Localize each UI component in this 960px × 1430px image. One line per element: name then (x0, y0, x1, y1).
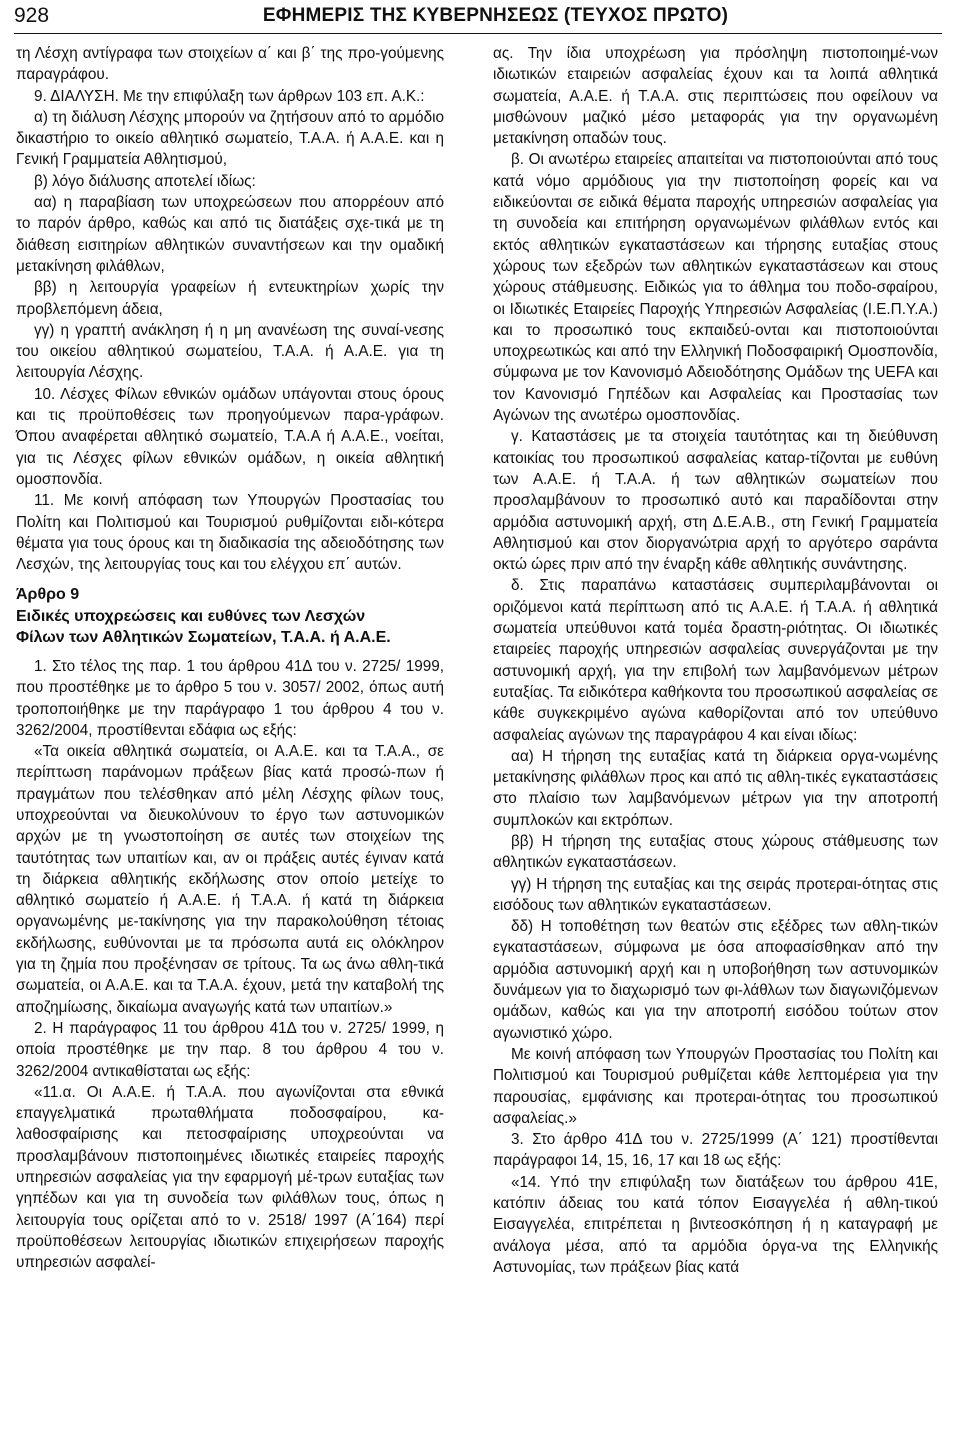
paragraph: 11. Με κοινή απόφαση των Υπουργών Προστασίας του Πολίτη και Πολιτισμού και Τουρισμού ρυθμίζονται ειδι-κότερα θέματα για τους όρους και τη διαδικασία της αδειοδότησης των Λεσχών, της λειτουργίας τους και του ελέγχου επ΄ αυτών. (16, 492, 444, 574)
paragraph: Με κοινή απόφαση των Υπουργών Προστασίας του Πολίτη και Πολιτισμού και Τουρισμού ρυθμίζεται κάθε λεπτομέρεια για την παρουσίας, εμφάνισης και προτεραι-ότητας του προσωπικού ασφαλείας.» (493, 1045, 938, 1127)
paragraph: δ. Στις παραπάνω καταστάσεις συμπεριλαμβάνονται οι οριζόμενοι κατά περίπτωση από τις Α.Α.Ε. ή Τ.Α.Α. ή αθλητικά σωματεία υπεύθυνοι κατά τομέα δραστη-ριότητας. Οι ιδιωτικές εταιρείες παροχής υπηρεσιών ασφαλείας συνεργάζονται με την αστυνομική αρχή, για την επιβολή των λαμβανόμενων μέτρων ευταξίας. Τα ειδικότερα καθήκοντα του προσωπικού ασφαλείας σε κάθε συγκεκριμένο αγώνα καθορίζονται από τον υπεύθυνο ασφαλείας αγώνων της παραγράφου 4 και είναι ιδίως: (493, 577, 938, 744)
page-number: 928 (14, 4, 50, 27)
journal-title: ΕΦΗΜΕΡΙΣ ΤΗΣ ΚΥΒΕΡΝΗΣΕΩΣ (ΤΕΥΧΟΣ ΠΡΩΤΟ) (262, 5, 729, 26)
paragraph: γγ) η γραπτή ανάκληση ή η μη ανανέωση της συναί-νεσης του οικείου αθλητικού σωματείου, Τ.Α.Α. ή Α.Α.Ε. για τη λειτουργία Λέσχης. (16, 321, 444, 382)
article-title-line-2: Φίλων των Αθλητικών Σωματείων, Τ.Α.Α. ή Α.Α.Ε. (16, 629, 391, 647)
paragraph: «11.α. Οι Α.Α.Ε. ή Τ.Α.Α. που αγωνίζονται στα εθνικά επαγγελματικά πρωταθλήματα ποδοσφαίρου, κα-λαθοσφαίρισης και πετοσφαίρισης υποχρεούνται να προσλαμβάνουν πιστοποιημένες ιδιωτικές εταιρείες παροχής υπηρεσιών ασφαλείας για την εφαρμογή μέ-τρων ευταξίας των γηπέδων και για τη συνοδεία των φιλάθλων τους, όπως η λειτουργία τους ορίζεται από το ν. 2518/ 1997 (Α΄164) περί προϋποθέσεων λειτουργίας ιδιωτικών επιχειρήσεων παροχής υπηρεσιών ασφαλεί- (16, 1083, 444, 1272)
paragraph: «14. Υπό την επιφύλαξη των διατάξεων του άρθρου 41Ε, κατόπιν άδειας του κατά τόπον Εισαγγελέα ή αθλη-τικού Εισαγγελέα, επιτρέπεται η βιντεοσκόπηση ή η καταγραφή με ανάλογα μέσα, από τα αρμόδια όργα-να της Ελληνικής Αστυνομίας, των πράξεων βίας κατά (493, 1173, 938, 1276)
paragraph: αα) η παραβίαση των υποχρεώσεων που απορρέουν από το παρόν άρθρο, καθώς και από τις διατάξεις σχε-τικά με τη διάθεση εισιτηρίων αθλητικών συναντήσεων και την ομαδική μετακίνηση φιλάθλων, (16, 194, 444, 275)
paragraph: β) λόγο διάλυσης αποτελεί ιδίως: (34, 172, 256, 190)
header-rule (14, 33, 942, 34)
paragraph: αα) Η τήρηση της ευταξίας κατά τη διάρκεια οργα-νωμένης μετακίνησης φιλάθλων προς και από τις αθλη-τικές εγκαταστάσεις στο πλαίσιο των λαμβανόμενων μέτρων για την αποτροπή συμπλοκών και εκτρόπων. (493, 747, 938, 829)
paragraph: δδ) Η τοποθέτηση των θεατών στις εξέδρες των αθλη-τικών εγκαταστάσεων, σύμφωνα με όσα αποφασίσθηκαν από την αρμόδια αστυνομική αρχή και η υποβοήθηση των αστυνομικών δυνάμεων για το διαχωρισμό των φι-λάθλων των διαγωνιζόμενων ομάδων, καθώς και για την αποτροπή εισόδου τούτων στον αγωνιστικό χώρο. (493, 918, 938, 1042)
paragraph: 1. Στο τέλος της παρ. 1 του άρθρου 41Δ του ν. 2725/ 1999, που προστέθηκε με το άρθρο 5 του ν. 3057/ 2002, όπως αυτή τροποποιήθηκε με την παράγραφο 1 του άρθρου 4 του ν. 3262/2004, προστίθενται εδάφια ως εξής: (16, 657, 444, 739)
paragraph: β. Οι ανωτέρω εταιρείες απαιτείται να πιστοποιούνται από τους κατά νόμο αρμόδιους για την πιστοποίηση φορείς και να ειδικεύονται σε ειδικά θέματα παροχής υπηρεσιών ασφαλείας για τη συνοδεία και επιτήρηση οργανωμένων φιλάθλων εντός και εκτός αθλητικών εγκαταστάσεων και τήρησης ευταξίας στους χώρους των εξεδρών των αθλητικών εγκαταστάσεων και στους χώρους στάθμευσης. Ειδικώς για το άθλημα του ποδο-σφαίρου, οι Ιδιωτικές Εταιρείες Παροχής Υπηρεσιών Ασφαλείας (Ι.Ε.Π.Υ.Α.) και το προσωπικό τους εκπαιδεύ-ονται και πιστοποιούνται υποχρεωτικώς και από την Ελληνική Ποδοσφαιρική Ομοσπονδία, σύμφωνα με τον Κανονισμό Αδειοδότησης Ομάδων της UEFA και τον Κανονισμό Γηπέδων και Ασφαλείας και Προστασίας των Αγώνων της ανωτέρω ομοσπονδίας. (493, 151, 938, 425)
article-heading: Άρθρο 9 (16, 586, 80, 604)
paragraph: ββ) η λειτουργία γραφείων ή εντευκτηρίων χωρίς την προβλεπόμενη άδεια, (16, 279, 444, 318)
paragraph: «Τα οικεία αθλητικά σωματεία, οι Α.Α.Ε. και τα Τ.Α.Α., σε περίπτωση παράνομων πράξεων βίας κατά προσώ-πων ή πραγμάτων που τελέσθηκαν από μέλη Λέσχης φίλων τους, υποχρεούνται να διευκολύνουν το έργο των αστυνομικών αρχών με τη γνωστοποίηση σε αυτές των στοιχείων της ταυτότητας των υπαιτίων και, αν οι πράξεις αυτές έγιναν κατά τη διάρκεια αθλητικής εκδήλωσης στον οποίο μετείχε το αθλητικό σωματείο ή Α.Α.Ε. ή Τ.Α.Α. ή κατά τη διάρκεια οργανωμένης με-τακίνησης για την παρακολούθηση τέτοιας εκδήλωσης, ευθύνονται με τα πρόσωπα αυτά εις ολόκληρον για τη ζημία που προξένησαν σε τρίτους. Τα ως άνω αθλη-τικά σωματεία, οι Α.Α.Ε. και τα Τ.Α.Α. έχουν, μετά την καταβολή της αποζημίωσης, δικαίωμα αναγωγής κατά των υπαιτίων.» (16, 743, 444, 1016)
paragraph: ας. Την ίδια υποχρέωση για πρόσληψη πιστοποιημέ-νων ιδιωτικών εταιρειών ασφαλείας έχουν και τα λοιπά αθλητικά σωματεία, Α.Α.Ε. ή Τ.Α.Α. στις περιπτώσεις που οφείλουν να μισθώνουν μαζικό μέσο μεταφοράς για την οργανωμένη μετακίνηση οπαδών τους. (493, 45, 938, 148)
paragraph: ββ) Η τήρηση της ευταξίας στους χώρους στάθμευσης των αθλητικών εγκαταστάσεων. (493, 832, 938, 872)
paragraph: γγ) Η τήρηση της ευταξίας και της σειράς προτεραι-ότητας στις εισόδους των αθλητικών εγκαταστάσεων. (493, 875, 938, 914)
paragraph: γ. Καταστάσεις με τα στοιχεία ταυτότητας και τη διεύθυνση κατοικίας του προσωπικού ασφαλείας καταρ-τίζονται με ευθύνη των Α.Α.Ε. ή Τ.Α.Α. ή των αθλητικών σωματείων που προσλαμβάνουν το προσωπικό αυτό και παραδίδονται στην αρμόδια αστυνομική αρχή, στη Δ.Ε.Α.Β., στη Γενική Γραμματεία Αθλητισμού και στον διοργανώτρια αρχή το αργότερο σαράντα οκτώ ώρες πριν από την έναρξη κάθε αθλητικής συνάντησης. (493, 428, 938, 574)
paragraph: τη Λέσχη αντίγραφα των στοιχείων α΄ και β΄ της προ-γούμενης παραγράφου. (16, 45, 444, 84)
paragraph: 2. Η παράγραφος 11 του άρθρου 41Δ του ν. 2725/ 1999, η οποία προστέθηκε με την παρ. 8 του άρθρου 4 του ν. 3262/2004 αντικαθίσταται ως εξής: (16, 1019, 444, 1080)
article-title-line-1: Ειδικές υποχρεώσεις και ευθύνες των Λεσχών (16, 607, 366, 625)
paragraph: α) τη διάλυση Λέσχης μπορούν να ζητήσουν από το αρμόδιο δικαστήριο το οικείο αθλητικό σωματείο, Τ.Α.Α. ή Α.Α.Ε. και η Γενική Γραμματεία Αθλητισμού, (16, 108, 444, 169)
page-header (14, 0, 942, 32)
left-column (16, 43, 444, 1274)
right-column (493, 43, 938, 1278)
paragraph: 9. ΔΙΑΛΥΣΗ. Με την επιφύλαξη των άρθρων 103 επ. Α.Κ.: (34, 87, 425, 105)
paragraph: 3. Στο άρθρο 41Δ του ν. 2725/1999 (Α΄ 121) προστίθενται παράγραφοι 14, 15, 16, 17 και 18 ως εξής: (493, 1131, 938, 1170)
paragraph: 10. Λέσχες Φίλων εθνικών ομάδων υπάγονται στους όρους και τις προϋποθέσεις των προηγούμενων παρα-γράφων. Όπου αναφέρεται αθλητικό σωματείο, Τ.Α.Α ή Α.Α.Ε., νοείται, για τις Λέσχες φίλων εθνικών ομάδων, η οικεία αθλητική ομοσπονδία. (16, 385, 444, 488)
